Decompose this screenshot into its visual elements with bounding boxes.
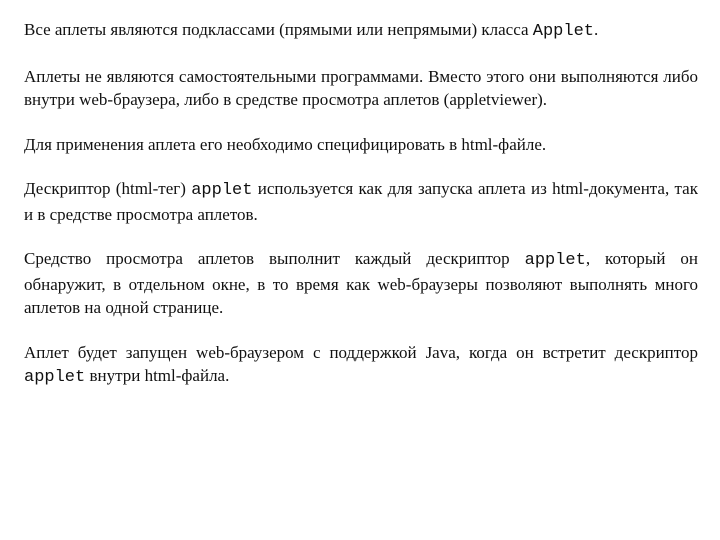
code-applet-tag: applet	[24, 368, 86, 387]
paragraph-appletviewer	[24, 247, 698, 320]
paragraph-text: .	[593, 20, 599, 39]
paragraph-text: Аплеты не являются самостоятельными программами. Вместо этого они выполняются либо внутри web-браузера, либо в средстве просмотра аплетов (appletviewer).	[24, 66, 698, 109]
code-applet-class: Applet	[532, 22, 594, 41]
paragraph-html-spec	[24, 133, 698, 157]
paragraph-applet-tag	[24, 177, 698, 226]
code-applet-tag: applet	[191, 181, 253, 200]
paragraph-text: , который он обнаружит, в отдельном окне, в то время как web-браузеры позволяют выполнять много аплетов на одной странице.	[24, 249, 699, 317]
paragraph-text: Для применения аплета его необходимо специфицировать в html-файле.	[24, 134, 547, 154]
paragraph-text: внутри html-файла.	[85, 366, 230, 385]
document-page	[24, 18, 698, 411]
paragraph-text: Аплет будет запущен web-браузером с поддержкой Java, когда он встретит дескриптор	[24, 342, 698, 362]
paragraph-text: Все аплеты являются подклассами (прямыми или непрямыми) класса	[24, 20, 533, 39]
paragraph-text: Дескриптор (html-тег)	[24, 179, 192, 198]
paragraph-browser-launch	[24, 341, 698, 390]
code-applet-tag: applet	[524, 251, 586, 270]
paragraph-not-standalone	[24, 65, 698, 112]
paragraph-text: Средство просмотра аплетов выполнит каждый дескриптор	[24, 249, 525, 268]
paragraph-applet-subclass	[24, 18, 698, 44]
paragraph-text: используется как для запуска аплета из html-документа, так и в средстве просмотра аплетов.	[24, 179, 698, 224]
